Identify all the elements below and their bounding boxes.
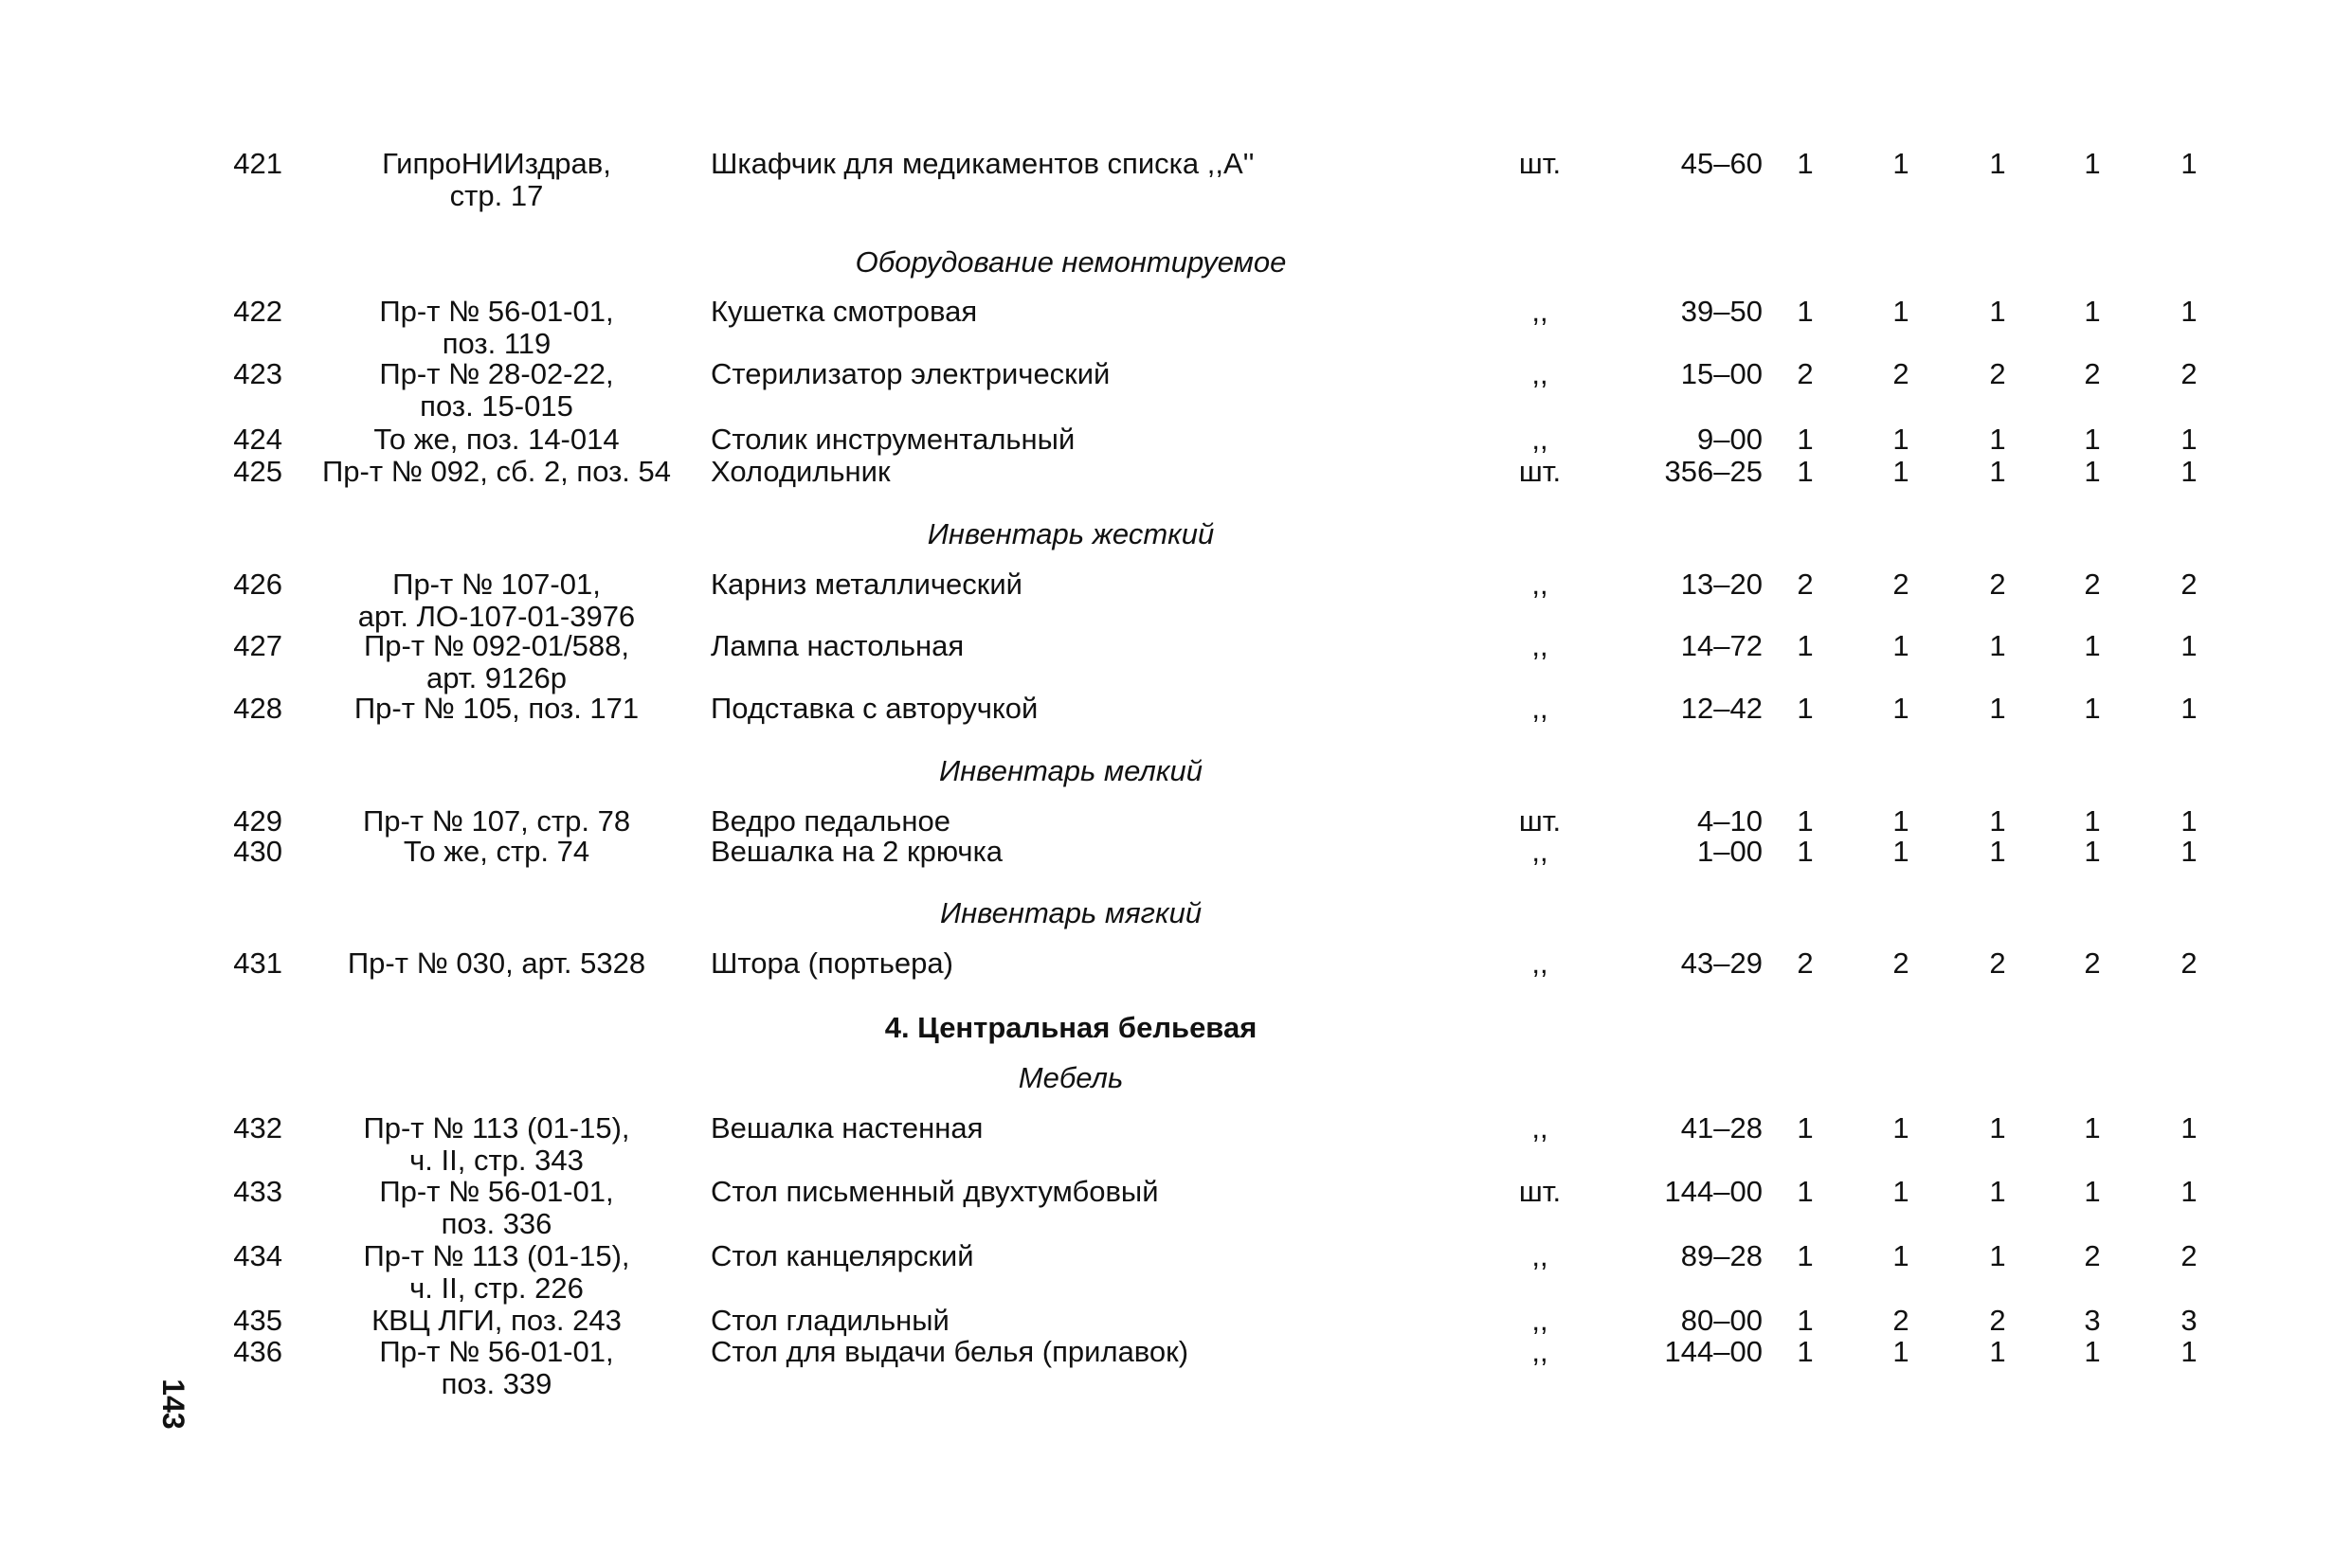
item-source: ГипроНИИздрав, стр. 17: [382, 147, 611, 212]
item-unit: ,,: [1531, 1239, 1548, 1272]
item-unit: ,,: [1531, 692, 1548, 725]
item-number: 421: [233, 147, 282, 180]
item-price: 89–28: [1680, 1239, 1763, 1272]
item-qty-2: 1: [1892, 692, 1909, 725]
item-qty-1: 1: [1797, 804, 1814, 838]
item-unit: шт.: [1518, 455, 1562, 488]
section-heading: 4. Центральная бельевая: [884, 1011, 1257, 1044]
item-name: Вешалка на 2 крючка: [711, 835, 1004, 868]
item-unit: ,,: [1531, 1335, 1548, 1368]
item-unit: шт.: [1518, 147, 1562, 180]
item-qty-3: 1: [1989, 1111, 2006, 1144]
item-qty-3: 1: [1989, 1175, 2006, 1208]
item-qty-4: 2: [2084, 1239, 2101, 1272]
item-qty-3: 1: [1989, 1335, 2006, 1368]
item-qty-1: 1: [1797, 629, 1814, 662]
item-price: 41–28: [1680, 1111, 1763, 1144]
item-number: 432: [233, 1111, 282, 1144]
item-qty-4: 3: [2084, 1304, 2101, 1337]
item-qty-1: 1: [1797, 1175, 1814, 1208]
item-qty-5: 1: [2180, 835, 2198, 868]
item-qty-5: 1: [2180, 629, 2198, 662]
item-qty-5: 1: [2180, 147, 2198, 180]
item-qty-2: 1: [1892, 804, 1909, 838]
item-price: 12–42: [1680, 692, 1763, 725]
item-source: Пр-т № 107-01, арт. ЛО-107-01-3976: [357, 568, 636, 633]
item-name: Стол канцелярский: [711, 1239, 974, 1272]
item-price: 356–25: [1664, 455, 1763, 488]
item-qty-1: 1: [1797, 692, 1814, 725]
item-qty-4: 1: [2084, 423, 2101, 456]
item-qty-1: 2: [1797, 946, 1814, 980]
item-qty-1: 1: [1797, 1111, 1814, 1144]
item-name: Кушетка смотровая: [711, 295, 978, 328]
item-qty-2: 2: [1892, 568, 1909, 601]
item-qty-4: 2: [2084, 946, 2101, 980]
item-price: 15–00: [1680, 357, 1763, 390]
item-price: 45–60: [1680, 147, 1763, 180]
section-heading: Инвентарь мелкий: [939, 754, 1203, 787]
item-qty-2: 1: [1892, 147, 1909, 180]
item-qty-3: 1: [1989, 147, 2006, 180]
item-price: 13–20: [1680, 568, 1763, 601]
item-qty-2: 1: [1892, 835, 1909, 868]
item-source: Пр-т № 56-01-01, поз. 339: [379, 1335, 614, 1400]
item-unit: ,,: [1531, 357, 1548, 390]
item-unit: ,,: [1531, 1304, 1548, 1337]
item-name: Подставка с авторучкой: [711, 692, 1039, 725]
item-unit: ,,: [1531, 568, 1548, 601]
item-qty-5: 2: [2180, 357, 2198, 390]
item-qty-2: 1: [1892, 1175, 1909, 1208]
item-qty-3: 1: [1989, 455, 2006, 488]
item-qty-3: 2: [1989, 357, 2006, 390]
item-number: 424: [233, 423, 282, 456]
item-qty-3: 1: [1989, 1239, 2006, 1272]
item-qty-1: 1: [1797, 1304, 1814, 1337]
item-qty-5: 2: [2180, 946, 2198, 980]
item-price: 9–00: [1697, 423, 1763, 456]
item-qty-3: 1: [1989, 295, 2006, 328]
item-unit: ,,: [1531, 835, 1548, 868]
item-source: То же, стр. 74: [403, 835, 590, 868]
item-unit: шт.: [1518, 804, 1562, 838]
item-number: 427: [233, 629, 282, 662]
item-number: 423: [233, 357, 282, 390]
item-unit: ,,: [1531, 629, 1548, 662]
item-name: Ведро педальное: [711, 804, 950, 838]
item-qty-1: 1: [1797, 423, 1814, 456]
item-price: 144–00: [1664, 1335, 1763, 1368]
item-qty-4: 1: [2084, 455, 2101, 488]
item-unit: ,,: [1531, 423, 1548, 456]
item-qty-1: 1: [1797, 835, 1814, 868]
item-qty-4: 1: [2084, 1335, 2101, 1368]
section-heading: Инвентарь жесткий: [927, 517, 1215, 550]
item-number: 434: [233, 1239, 282, 1272]
item-qty-3: 1: [1989, 423, 2006, 456]
item-qty-2: 1: [1892, 295, 1909, 328]
item-qty-1: 1: [1797, 147, 1814, 180]
item-number: 428: [233, 692, 282, 725]
item-qty-1: 1: [1797, 1335, 1814, 1368]
item-qty-4: 1: [2084, 1175, 2101, 1208]
item-qty-3: 1: [1989, 835, 2006, 868]
item-price: 39–50: [1680, 295, 1763, 328]
item-source: Пр-т № 113 (01-15), ч. II, стр. 343: [363, 1111, 630, 1177]
item-qty-2: 1: [1892, 455, 1909, 488]
item-name: Карниз металлический: [711, 568, 1022, 601]
item-qty-3: 2: [1989, 568, 2006, 601]
item-number: 430: [233, 835, 282, 868]
item-price: 14–72: [1680, 629, 1763, 662]
item-number: 426: [233, 568, 282, 601]
item-source: Пр-т № 092-01/588, арт. 9126р: [364, 629, 629, 694]
item-name: Вешалка настенная: [711, 1111, 984, 1144]
item-qty-3: 2: [1989, 1304, 2006, 1337]
item-number: 436: [233, 1335, 282, 1368]
item-source: Пр-т № 105, поз. 171: [353, 692, 640, 725]
item-qty-2: 1: [1892, 1335, 1909, 1368]
item-qty-2: 1: [1892, 1111, 1909, 1144]
item-source: То же, поз. 14-014: [373, 423, 620, 456]
item-qty-5: 1: [2180, 804, 2198, 838]
item-source: Пр-т № 56-01-01, поз. 119: [379, 295, 614, 360]
item-name: Стол гладильный: [711, 1304, 950, 1337]
item-source: КВЦ ЛГИ, поз. 243: [371, 1304, 622, 1337]
item-price: 1–00: [1697, 835, 1763, 868]
item-qty-5: 2: [2180, 1239, 2198, 1272]
item-name: Холодильник: [711, 455, 891, 488]
item-qty-5: 3: [2180, 1304, 2198, 1337]
page-number: 143: [156, 1379, 190, 1430]
item-qty-2: 2: [1892, 946, 1909, 980]
item-source: Пр-т № 113 (01-15), ч. II, стр. 226: [363, 1239, 630, 1305]
item-qty-1: 1: [1797, 295, 1814, 328]
item-qty-4: 1: [2084, 295, 2101, 328]
item-unit: ,,: [1531, 946, 1548, 980]
item-name: Стерилизатор электрический: [711, 357, 1111, 390]
item-qty-5: 1: [2180, 1335, 2198, 1368]
item-qty-4: 1: [2084, 804, 2101, 838]
item-source: Пр-т № 107, стр. 78: [362, 804, 631, 838]
item-qty-1: 2: [1797, 568, 1814, 601]
item-qty-3: 1: [1989, 629, 2006, 662]
item-qty-2: 1: [1892, 1239, 1909, 1272]
section-heading: Мебель: [1018, 1061, 1124, 1094]
item-qty-5: 1: [2180, 692, 2198, 725]
item-number: 433: [233, 1175, 282, 1208]
item-qty-5: 2: [2180, 568, 2198, 601]
item-number: 431: [233, 946, 282, 980]
item-unit: шт.: [1518, 1175, 1562, 1208]
item-qty-3: 2: [1989, 946, 2006, 980]
item-qty-5: 1: [2180, 1175, 2198, 1208]
item-unit: ,,: [1531, 1111, 1548, 1144]
item-qty-4: 1: [2084, 692, 2101, 725]
item-qty-5: 1: [2180, 1111, 2198, 1144]
item-number: 422: [233, 295, 282, 328]
section-heading: Оборудование немонтируемое: [855, 245, 1287, 279]
item-qty-1: 2: [1797, 357, 1814, 390]
item-qty-2: 1: [1892, 629, 1909, 662]
item-source: Пр-т № 28-02-22, поз. 15-015: [379, 357, 614, 423]
item-name: Лампа настольная: [711, 629, 965, 662]
item-source: Пр-т № 030, арт. 5328: [347, 946, 646, 980]
item-qty-5: 1: [2180, 295, 2198, 328]
item-unit: ,,: [1531, 295, 1548, 328]
item-name: Столик инструментальный: [711, 423, 1076, 456]
item-number: 429: [233, 804, 282, 838]
item-source: Пр-т № 56-01-01, поз. 336: [379, 1175, 614, 1240]
item-qty-4: 1: [2084, 629, 2101, 662]
item-name: Шкафчик для медикаментов списка ,,А'': [711, 147, 1255, 180]
section-heading: Инвентарь мягкий: [939, 896, 1203, 929]
item-qty-4: 2: [2084, 568, 2101, 601]
item-name: Стол для выдачи белья (прилавок): [711, 1335, 1189, 1368]
item-qty-5: 1: [2180, 423, 2198, 456]
item-qty-2: 2: [1892, 357, 1909, 390]
item-qty-3: 1: [1989, 692, 2006, 725]
item-price: 80–00: [1680, 1304, 1763, 1337]
item-price: 43–29: [1680, 946, 1763, 980]
item-name: Штора (портьера): [711, 946, 953, 980]
item-qty-4: 2: [2084, 357, 2101, 390]
item-name: Стол письменный двухтумбовый: [711, 1175, 1159, 1208]
item-qty-2: 2: [1892, 1304, 1909, 1337]
item-source: Пр-т № 092, сб. 2, поз. 54: [321, 455, 672, 488]
item-qty-4: 1: [2084, 1111, 2101, 1144]
item-qty-3: 1: [1989, 804, 2006, 838]
item-qty-4: 1: [2084, 835, 2101, 868]
item-qty-4: 1: [2084, 147, 2101, 180]
item-qty-1: 1: [1797, 1239, 1814, 1272]
item-number: 425: [233, 455, 282, 488]
item-qty-1: 1: [1797, 455, 1814, 488]
item-number: 435: [233, 1304, 282, 1337]
item-price: 144–00: [1664, 1175, 1763, 1208]
item-qty-5: 1: [2180, 455, 2198, 488]
item-price: 4–10: [1697, 804, 1763, 838]
item-qty-2: 1: [1892, 423, 1909, 456]
